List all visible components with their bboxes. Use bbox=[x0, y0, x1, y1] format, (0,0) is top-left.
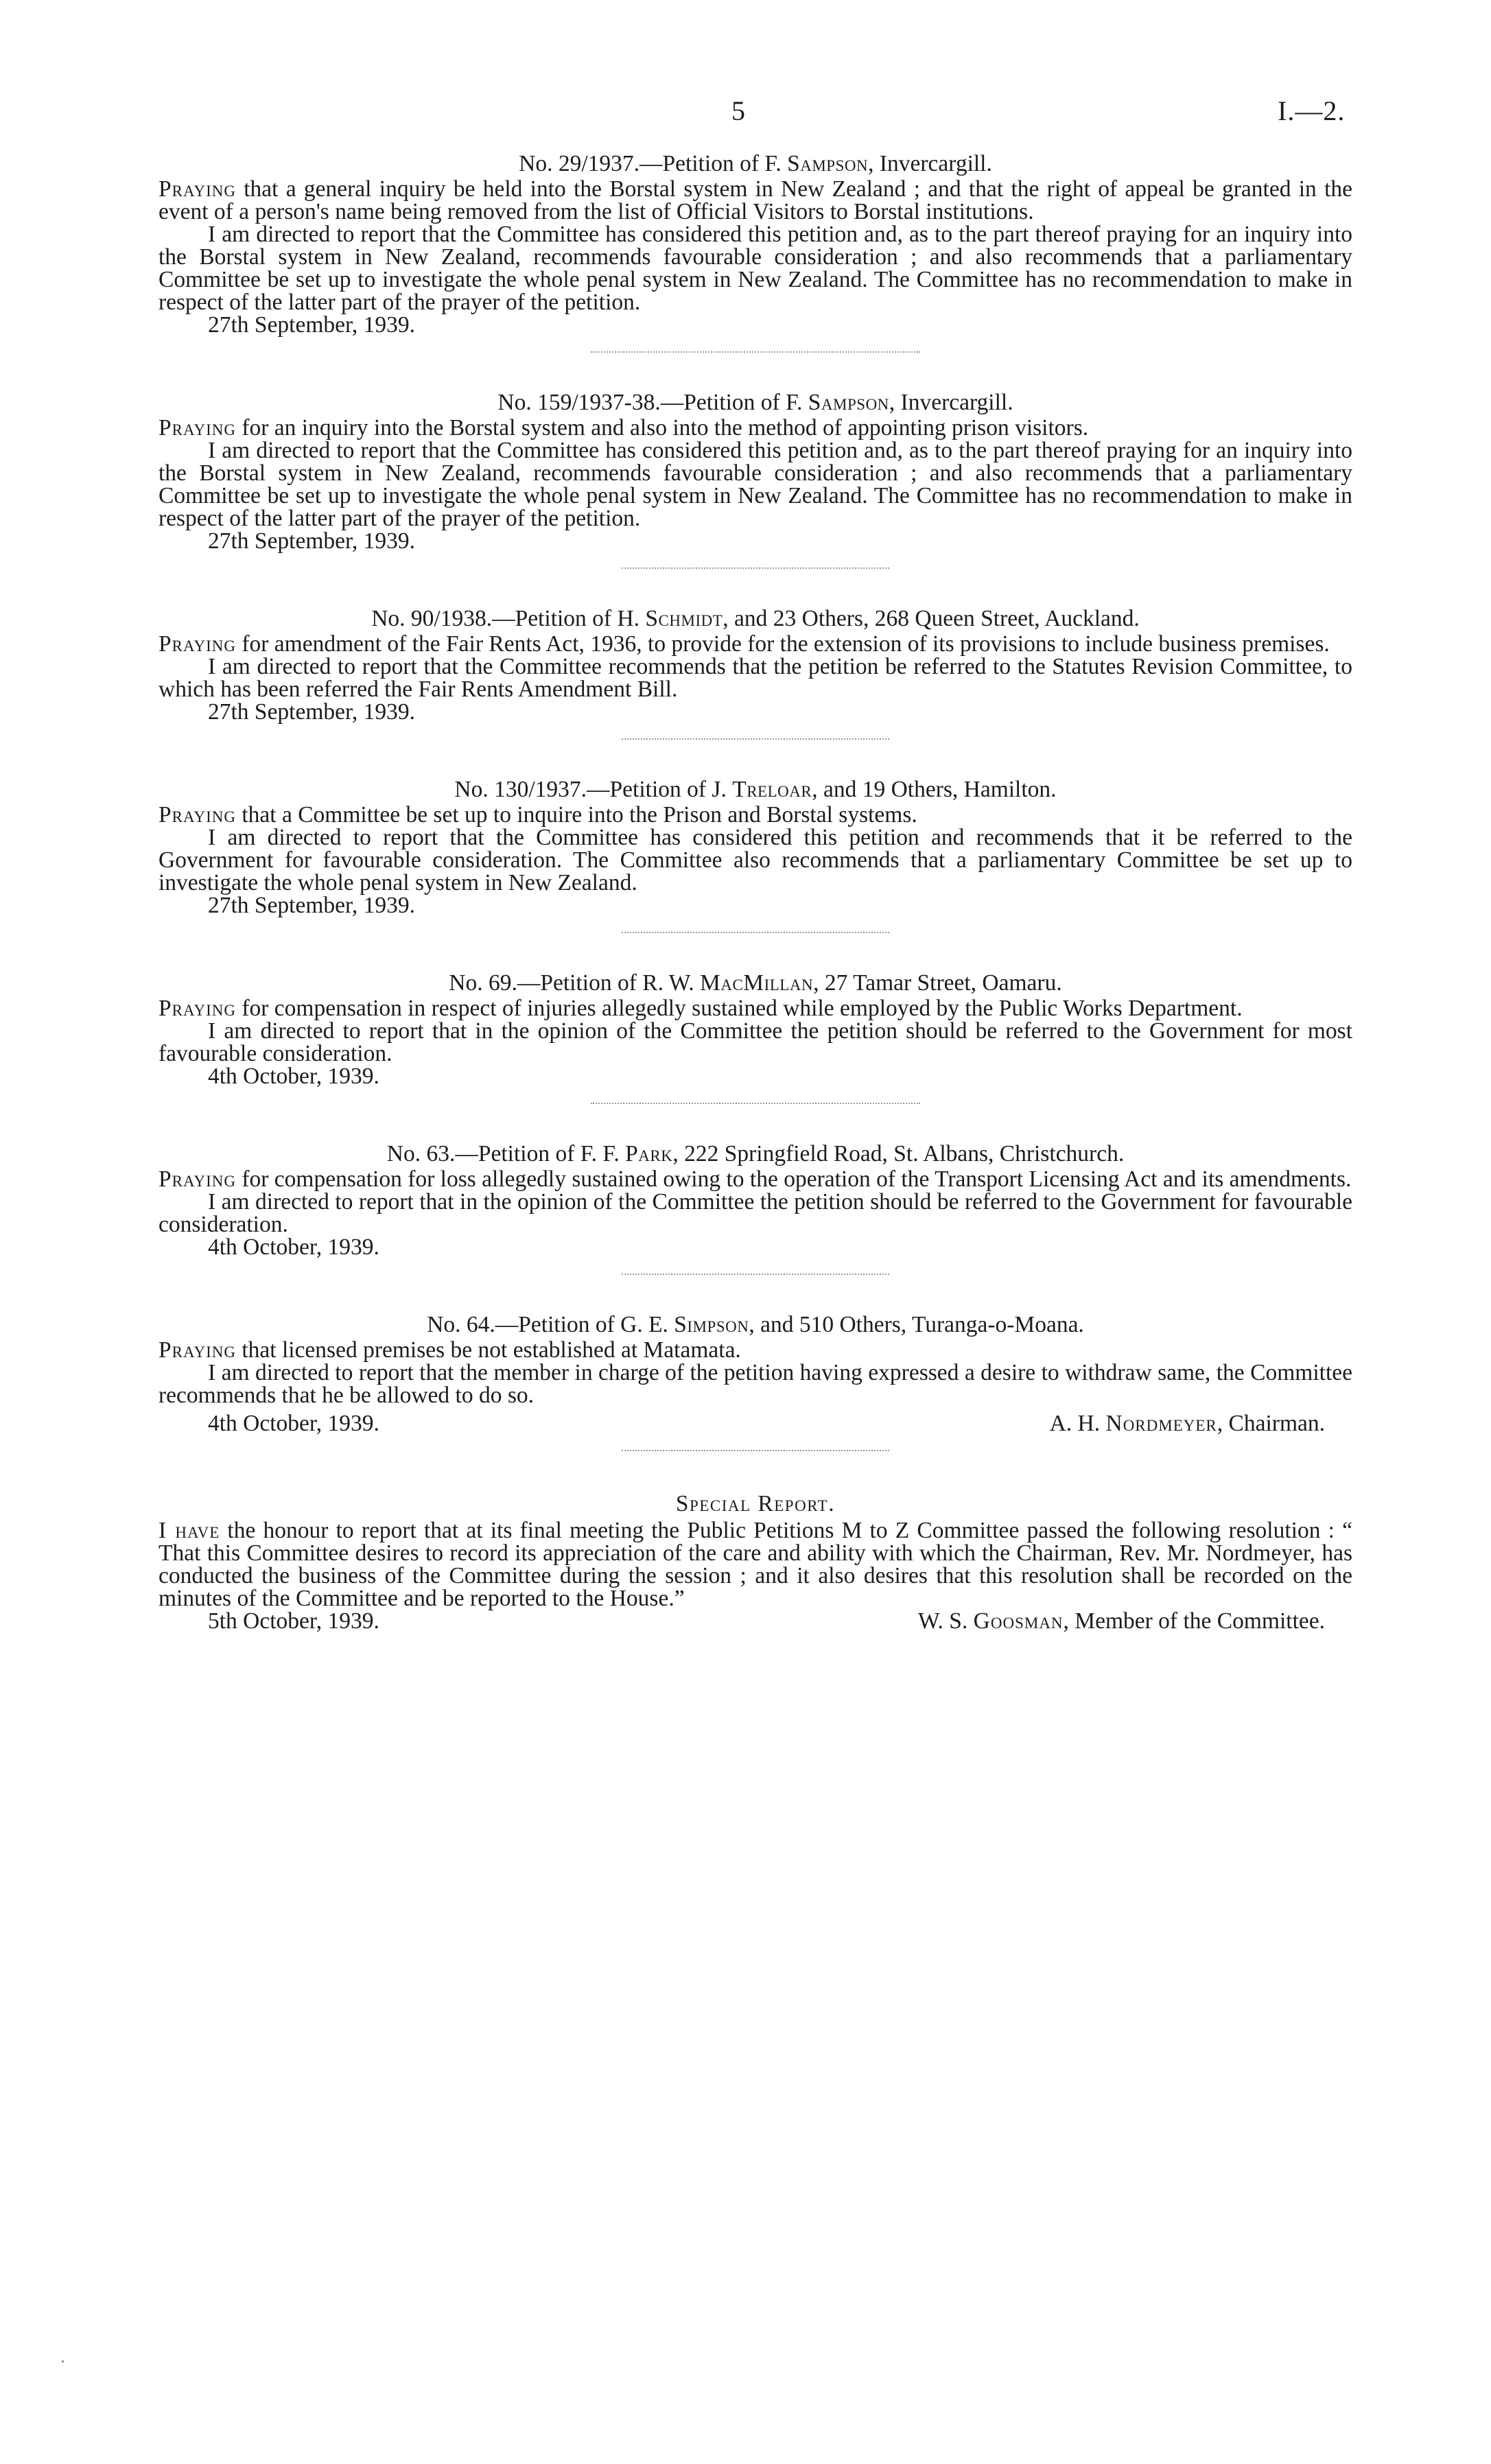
member-signature: W. S. Goosman, Member of the Committee. bbox=[917, 1608, 1325, 1634]
petition-section bbox=[159, 1142, 1352, 1275]
signature-line bbox=[159, 1610, 1352, 1632]
praying-paragraph: Praying for amendment of the Fair Rents Act, 1936, to provide for the extension of its provisions to include business premises. bbox=[159, 631, 1330, 657]
report-date: 27th September, 1939. bbox=[208, 528, 415, 554]
report-date: 27th September, 1939. bbox=[208, 893, 415, 918]
page-content bbox=[159, 152, 1352, 1632]
report-paragraph: I am directed to report that in the opinion of the Committee the petition should be referred to the Government for most favourable consideration. bbox=[159, 1018, 1352, 1066]
petition-heading: No. 29/1937.—Petition of F. Sampson, Invercargill. bbox=[519, 151, 992, 176]
praying-paragraph: Praying that a Committee be set up to inquire into the Prison and Borstal systems. bbox=[159, 802, 917, 828]
section-divider bbox=[622, 567, 889, 569]
report-paragraph: I am directed to report that the Committee recommends that the petition be referred to the Statutes Revision Committee, to which has been referred the Fair Rents Amendment Bill. bbox=[159, 654, 1352, 702]
petition-heading: No. 90/1938.—Petition of H. Schmidt, and 23 Others, 268 Queen Street, Auckland. bbox=[371, 606, 1140, 631]
report-paragraph: I am directed to report that in the opinion of the Committee the petition should be referred to the Government for favourable consideration. bbox=[159, 1189, 1352, 1237]
petition-section bbox=[159, 1313, 1352, 1451]
report-date: 4th October, 1939. bbox=[208, 1234, 379, 1260]
petition-section bbox=[159, 391, 1352, 569]
page-header bbox=[0, 95, 1491, 136]
petition-heading: No. 63.—Petition of F. F. Park, 222 Springfield Road, St. Albans, Christchurch. bbox=[386, 1141, 1125, 1166]
petition-heading: No. 159/1937-38.—Petition of F. Sampson, Invercargill. bbox=[497, 390, 1013, 415]
praying-paragraph: Praying for compensation in respect of injuries allegedly sustained while employed by the Public Works Department. bbox=[159, 996, 1243, 1021]
report-paragraph: I am directed to report that the Committee has considered this petition and recommends that it be referred to the Government for favourable consideration. The Committee also recommends that a parliamentary Committee be set up to investigate the whole penal system in New Zealand. bbox=[159, 825, 1352, 895]
section-divider bbox=[622, 932, 889, 933]
report-paragraph: I am directed to report that the member in charge of the petition having expressed a desire to withdraw same, the Committee recommends that he be allowed to do so. bbox=[159, 1360, 1352, 1408]
special-report-date: 5th October, 1939. bbox=[208, 1608, 379, 1634]
report-date: 4th October, 1939. bbox=[208, 1064, 379, 1089]
special-report-title: Special Report. bbox=[675, 1491, 836, 1516]
report-date: 27th September, 1939. bbox=[208, 699, 415, 725]
petition-section bbox=[159, 607, 1352, 740]
report-date: 4th October, 1939. bbox=[208, 1411, 379, 1436]
petition-section bbox=[159, 152, 1352, 353]
petition-heading: No. 64.—Petition of G. E. Simpson, and 510 Others, Turanga-o-Moana. bbox=[427, 1312, 1084, 1337]
signature-line bbox=[159, 1412, 1352, 1435]
report-paragraph: I am directed to report that the Committee has considered this petition and, as to the part thereof praying for an inquiry into the Borstal system in New Zealand, recommends favourable consideration ; and also recommends that a parliamentary Committee be set up to investigate the whole penal system in New Zealand. The Committee has no recommendation to make in respect of the latter part of the prayer of the petition. bbox=[159, 222, 1352, 315]
section-divider bbox=[622, 1450, 889, 1451]
chairman-signature: A. H. Nordmeyer, Chairman. bbox=[1049, 1411, 1325, 1436]
report-paragraph: I am directed to report that the Committee has considered this petition and, as to the part thereof praying for an inquiry into the Borstal system in New Zealand, recommends favourable consideration ; and also recommends that a parliamentary Committee be set up to investigate the whole penal system in New Zealand. The Committee has no recommendation to make in respect of the latter part of the prayer of the petition. bbox=[159, 438, 1352, 531]
petition-section bbox=[159, 972, 1352, 1104]
report-date: 27th September, 1939. bbox=[208, 312, 415, 338]
praying-paragraph: Praying for compensation for loss allegedly sustained owing to the operation of the Transport Licensing Act and its amendments. bbox=[159, 1166, 1352, 1192]
petition-heading: No. 130/1937.—Petition of J. Treloar, and 19 Others, Hamilton. bbox=[454, 777, 1057, 802]
praying-paragraph: Praying that a general inquiry be held into the Borstal system in New Zealand ; and that the right of appeal be granted in the event of a person's name being removed from the list of Official Visitors to Borstal institutions. bbox=[159, 176, 1352, 224]
section-divider bbox=[591, 351, 920, 353]
section-divider bbox=[622, 738, 889, 740]
special-report-section bbox=[159, 1492, 1352, 1632]
document-reference: I.—2. bbox=[1278, 95, 1346, 126]
petition-section bbox=[159, 778, 1352, 933]
praying-paragraph: Praying that licensed premises be not established at Matamata. bbox=[159, 1337, 741, 1363]
stray-mark bbox=[62, 2360, 64, 2362]
praying-paragraph: Praying for an inquiry into the Borstal system and also into the method of appointing prison visitors. bbox=[159, 415, 1089, 441]
section-divider bbox=[622, 1274, 889, 1275]
petition-heading: No. 69.—Petition of R. W. MacMillan, 27 Tamar Street, Oamaru. bbox=[449, 970, 1062, 996]
page-number: 5 bbox=[731, 95, 745, 126]
section-divider bbox=[591, 1103, 920, 1104]
special-report-paragraph: I have the honour to report that at its final meeting the Public Petitions M to Z Committee passed the following resolution : “ That this Committee desires to record its appreciation of the care and ability with which the Chairman, Rev. Mr. Nordmeyer, has conducted the business of the Committee during the session ; and it also desires that this resolution shall be recorded on the minutes of the Committee and be reported to the House.” bbox=[159, 1518, 1352, 1611]
